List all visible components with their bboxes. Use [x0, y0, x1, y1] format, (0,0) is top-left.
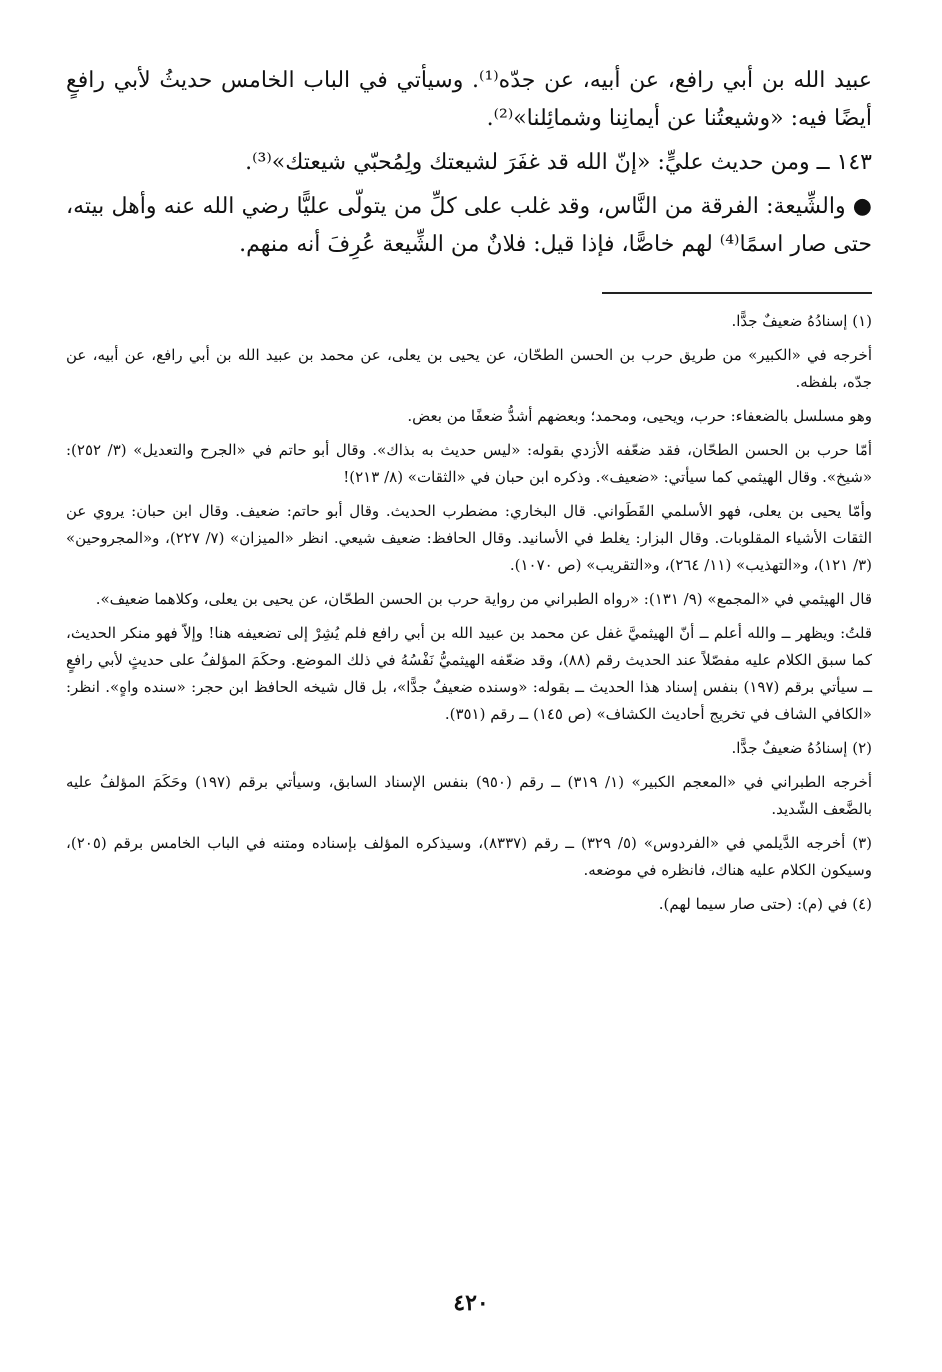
footnote-text: أخرجه في «الكبير» من طريق حرب بن الحسن الطحّان، عن يحيى بن يعلى، عن محمد بن عبيد الله بن أبي رافع، عن أبيه، عن جدّه، بلفظه.: [66, 346, 872, 391]
main-text: [66, 62, 872, 264]
footnote-text: قلتُ: ويظهر ــ والله أعلم ــ أنّ الهيثميَّ غفل عن محمد بن عبيد الله بن أبي رافع فلم يُشِرْ إلى تضعيفه هنا! وإلاّ فهو منكر الحديث، كما سبق الكلام عليه مفصّلاً عند الحديث رقم (٨٨)، وقد ضعّفه الهيثميُّ نَفْسُهُ في ذلك الموضع. وحكَمَ المؤلفُ على حديثٍ لأبي رافعٍ ــ سيأتي برقم (١٩٧) بنفس إسناد هذا الحديث ــ بقوله: «وسنده ضعيفٌ جدًّا»، بل قال شيخه الحافظ ابن حجر: «سنده واهٍ». انظر: «الكافي الشاف في تخريج أحاديث الكشاف» (ص ١٤٥) ــ رقم (٣٥١).: [66, 624, 872, 723]
footnote-text: أخرجه الطبراني في «المعجم الكبير» (١/ ٣١٩) ــ رقم (٩٥٠) بنفس الإسناد السابق، وسيأتي برقم (١٩٧) وحَكَمَ المؤلفُ عليه بالضَّعف الشّديد.: [66, 773, 873, 818]
footnote-separator: [602, 292, 872, 294]
footnotes: [66, 308, 872, 918]
footnote-heading: (١) إسنادُهُ ضعيفٌ جدًّا.: [731, 312, 872, 330]
footnote-text: وهو مسلسل بالضعفاء: حرب، ويحيى، ومحمد؛ وبعضهم أشدُّ ضعفًا من بعض.: [407, 407, 872, 425]
footnote-text: (٤) في (م): (حتى صار سيما لهم).: [658, 895, 872, 913]
page-number: ٤٢٠: [453, 1290, 489, 1316]
main-paragraph: عبيد الله بن أبي رافع، عن أبيه، عن جدّه⁽¹⁾. وسيأتي في الباب الخامس حديثُ لأبي رافعٍ أيضًا فيه: «وشيعتُنا عن أيمانِنا وشمائِلنا»⁽²⁾.: [66, 68, 872, 131]
hadith-entry-143: ١٤٣ ــ ومن حديث عليٍّ: «إنّ الله قد غفَرَ لشيعتك ولِمُحبّي شيعتك»⁽³⁾.: [245, 150, 872, 175]
footnote-text: (٣) أخرجه الدَّيلمي في «الفردوس» (٥/ ٣٢٩) ــ رقم (٨٣٣٧)، وسيذكره المؤلف بإسناده ومتنه في الباب الخامس برقم (٢٠٥)، وسيكون الكلام عليه هناك، فانظره في موضعه.: [66, 834, 873, 879]
main-paragraph: ● والشِّيعة: الفرقة من النَّاس، وقد غلب على كلِّ من يتولّى عليًّا رضي الله عنه وأهل بيته، حتى صار اسمًا⁽⁴⁾ لهم خاصًّا، فإذا قيل: فلانٌ من الشِّيعة عُرِفَ أنه منهم.: [66, 194, 872, 257]
footnote-text: أمّا حرب بن الحسن الطحّان، فقد ضعّفه الأزدي بقوله: «ليس حديث به بذاك». وقال أبو حاتم في «الجرح والتعديل» (٣/ ٢٥٢): «شيخ». وقال الهيثمي كما سيأتي: «ضعيف». وذكره ابن حبان في «الثقات» (٨/ ٢١٣)!: [66, 441, 872, 486]
footnote-text: وأمّا يحيى بن يعلى، فهو الأسلمي القَطَواني. قال البخاري: مضطرب الحديث. وقال أبو حاتم: ضعيف. وقال ابن حبان: يروي عن الثقات الأشياء المقلوبات. وقال البزار: يغلط في الأسانيد. وقال الحافظ: ضعيف شيعي. انظر «الميزان» (٧/ ٢٢٧)، و«المجروحين» (٣/ ١٢١)، و«التهذيب» (١١/ ٢٦٤)، و«التقريب» (ص ١٠٧٠).: [66, 502, 873, 574]
footnote-text: قال الهيثمي في «المجمع» (٩/ ١٣١): «رواه الطبراني من رواية حرب بن الحسن الطحّان، عن يحيى بن يعلى، وكلاهما ضعيف».: [95, 590, 872, 608]
footnote-heading: (٢) إسنادُهُ ضعيفٌ جدًّا.: [731, 739, 872, 757]
